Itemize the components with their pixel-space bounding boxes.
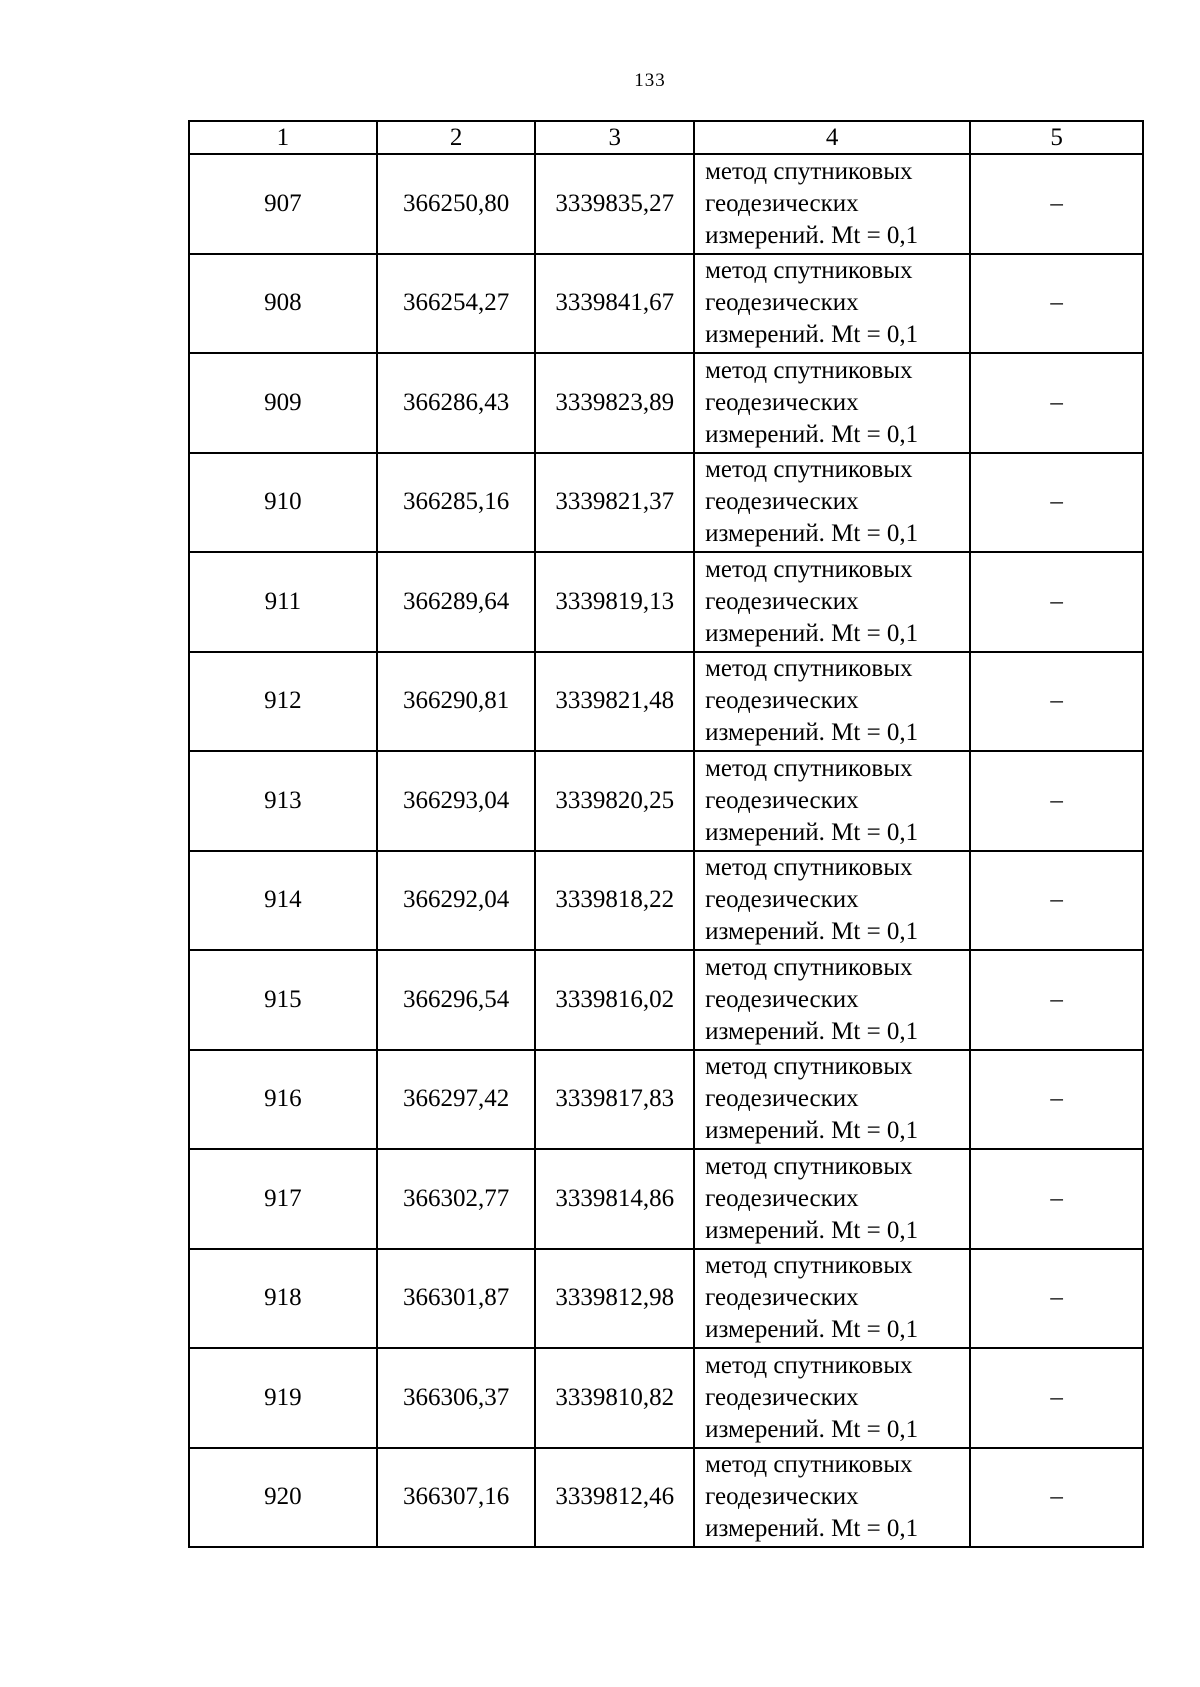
header-col-4: 4: [694, 121, 970, 154]
x-coordinate-cell: 366254,27: [377, 254, 536, 354]
method-line: геодезических: [705, 985, 859, 1013]
point-number-cell: 913: [189, 751, 377, 851]
method-cell: [694, 353, 970, 453]
y-coordinate-cell: 3339823,89: [535, 353, 694, 453]
method-line: геодезических: [705, 587, 859, 615]
method-line: метод спутниковых: [705, 655, 913, 683]
coordinates-table: [188, 120, 1144, 1548]
x-coordinate-cell: 366297,42: [377, 1050, 536, 1150]
point-number-cell: 908: [189, 254, 377, 354]
y-coordinate-cell: 3339817,83: [535, 1050, 694, 1150]
method-line: геодезических: [705, 1284, 859, 1312]
table-row: [189, 851, 1143, 951]
method-line: метод спутниковых: [705, 754, 913, 782]
method-cell: [694, 751, 970, 851]
note-cell: –: [970, 1348, 1143, 1448]
y-coordinate-cell: 3339812,98: [535, 1249, 694, 1349]
method-cell: [694, 1448, 970, 1548]
point-number-cell: 911: [189, 552, 377, 652]
y-coordinate-cell: 3339821,37: [535, 453, 694, 553]
method-cell: [694, 552, 970, 652]
method-line: метод спутниковых: [705, 1451, 913, 1479]
point-number-cell: 916: [189, 1050, 377, 1150]
method-line: метод спутниковых: [705, 854, 913, 882]
method-line: измерений. Mt = 0,1: [705, 1017, 919, 1045]
method-line: измерений. Mt = 0,1: [705, 520, 919, 548]
table-row: [189, 1249, 1143, 1349]
method-line: измерений. Mt = 0,1: [705, 321, 919, 349]
method-line: геодезических: [705, 886, 859, 914]
x-coordinate-cell: 366292,04: [377, 851, 536, 951]
table-row: [189, 154, 1143, 254]
x-coordinate-cell: 366290,81: [377, 652, 536, 752]
y-coordinate-cell: 3339818,22: [535, 851, 694, 951]
y-coordinate-cell: 3339810,82: [535, 1348, 694, 1448]
method-line: измерений. Mt = 0,1: [705, 918, 919, 946]
table-row: [189, 552, 1143, 652]
point-number-cell: 918: [189, 1249, 377, 1349]
note-cell: –: [970, 652, 1143, 752]
method-line: измерений. Mt = 0,1: [705, 1117, 919, 1145]
method-line: геодезических: [705, 1184, 859, 1212]
method-line: измерений. Mt = 0,1: [705, 619, 919, 647]
point-number-cell: 914: [189, 851, 377, 951]
table-row: [189, 1348, 1143, 1448]
point-number-cell: 917: [189, 1149, 377, 1249]
table-row: [189, 353, 1143, 453]
method-cell: [694, 254, 970, 354]
x-coordinate-cell: 366296,54: [377, 950, 536, 1050]
method-line: метод спутниковых: [705, 555, 913, 583]
table-row: [189, 453, 1143, 553]
note-cell: –: [970, 1448, 1143, 1548]
method-cell: [694, 851, 970, 951]
note-cell: –: [970, 353, 1143, 453]
method-line: измерений. Mt = 0,1: [705, 818, 919, 846]
method-cell: [694, 154, 970, 254]
page-number: 133: [634, 70, 666, 91]
table-row: [189, 1149, 1143, 1249]
y-coordinate-cell: 3339841,67: [535, 254, 694, 354]
note-cell: –: [970, 950, 1143, 1050]
x-coordinate-cell: 366289,64: [377, 552, 536, 652]
method-line: метод спутниковых: [705, 1252, 913, 1280]
y-coordinate-cell: 3339812,46: [535, 1448, 694, 1548]
note-cell: –: [970, 851, 1143, 951]
method-line: измерений. Mt = 0,1: [705, 719, 919, 747]
method-line: геодезических: [705, 1085, 859, 1113]
method-line: геодезических: [705, 1483, 859, 1511]
point-number-cell: 909: [189, 353, 377, 453]
table-row: [189, 1050, 1143, 1150]
method-line: геодезических: [705, 488, 859, 516]
method-cell: [694, 1249, 970, 1349]
y-coordinate-cell: 3339821,48: [535, 652, 694, 752]
x-coordinate-cell: 366307,16: [377, 1448, 536, 1548]
method-line: метод спутниковых: [705, 456, 913, 484]
y-coordinate-cell: 3339820,25: [535, 751, 694, 851]
method-line: метод спутниковых: [705, 953, 913, 981]
point-number-cell: 915: [189, 950, 377, 1050]
method-line: метод спутниковых: [705, 356, 913, 384]
table-header-row: [189, 121, 1143, 154]
method-line: геодезических: [705, 687, 859, 715]
method-line: геодезических: [705, 189, 859, 217]
method-line: метод спутниковых: [705, 157, 913, 185]
point-number-cell: 920: [189, 1448, 377, 1548]
x-coordinate-cell: 366285,16: [377, 453, 536, 553]
table-header: [189, 121, 1143, 154]
method-cell: [694, 1050, 970, 1150]
method-line: измерений. Mt = 0,1: [705, 1415, 919, 1443]
note-cell: –: [970, 453, 1143, 553]
note-cell: –: [970, 1149, 1143, 1249]
method-cell: [694, 1149, 970, 1249]
method-line: метод спутниковых: [705, 257, 913, 285]
x-coordinate-cell: 366293,04: [377, 751, 536, 851]
table-row: [189, 950, 1143, 1050]
note-cell: –: [970, 254, 1143, 354]
table-row: [189, 254, 1143, 354]
note-cell: –: [970, 552, 1143, 652]
header-col-2: 2: [377, 121, 536, 154]
method-line: измерений. Mt = 0,1: [705, 1316, 919, 1344]
header-col-1: 1: [189, 121, 377, 154]
header-col-5: 5: [970, 121, 1143, 154]
note-cell: –: [970, 751, 1143, 851]
table-body: [189, 154, 1143, 1547]
method-line: геодезических: [705, 786, 859, 814]
method-cell: [694, 453, 970, 553]
table-row: [189, 751, 1143, 851]
method-line: геодезических: [705, 1383, 859, 1411]
y-coordinate-cell: 3339819,13: [535, 552, 694, 652]
y-coordinate-cell: 3339814,86: [535, 1149, 694, 1249]
method-line: измерений. Mt = 0,1: [705, 1515, 919, 1543]
method-line: геодезических: [705, 289, 859, 317]
y-coordinate-cell: 3339835,27: [535, 154, 694, 254]
x-coordinate-cell: 366306,37: [377, 1348, 536, 1448]
method-line: геодезических: [705, 388, 859, 416]
point-number-cell: 912: [189, 652, 377, 752]
x-coordinate-cell: 366250,80: [377, 154, 536, 254]
note-cell: –: [970, 1050, 1143, 1150]
method-cell: [694, 1348, 970, 1448]
y-coordinate-cell: 3339816,02: [535, 950, 694, 1050]
table-row: [189, 652, 1143, 752]
x-coordinate-cell: 366302,77: [377, 1149, 536, 1249]
method-cell: [694, 950, 970, 1050]
x-coordinate-cell: 366301,87: [377, 1249, 536, 1349]
point-number-cell: 910: [189, 453, 377, 553]
method-line: измерений. Mt = 0,1: [705, 221, 919, 249]
method-cell: [694, 652, 970, 752]
note-cell: –: [970, 1249, 1143, 1349]
point-number-cell: 907: [189, 154, 377, 254]
method-line: измерений. Mt = 0,1: [705, 420, 919, 448]
header-col-3: 3: [535, 121, 694, 154]
note-cell: –: [970, 154, 1143, 254]
table-row: [189, 1448, 1143, 1548]
point-number-cell: 919: [189, 1348, 377, 1448]
method-line: измерений. Mt = 0,1: [705, 1216, 919, 1244]
method-line: метод спутниковых: [705, 1053, 913, 1081]
x-coordinate-cell: 366286,43: [377, 353, 536, 453]
method-line: метод спутниковых: [705, 1351, 913, 1379]
method-line: метод спутниковых: [705, 1152, 913, 1180]
